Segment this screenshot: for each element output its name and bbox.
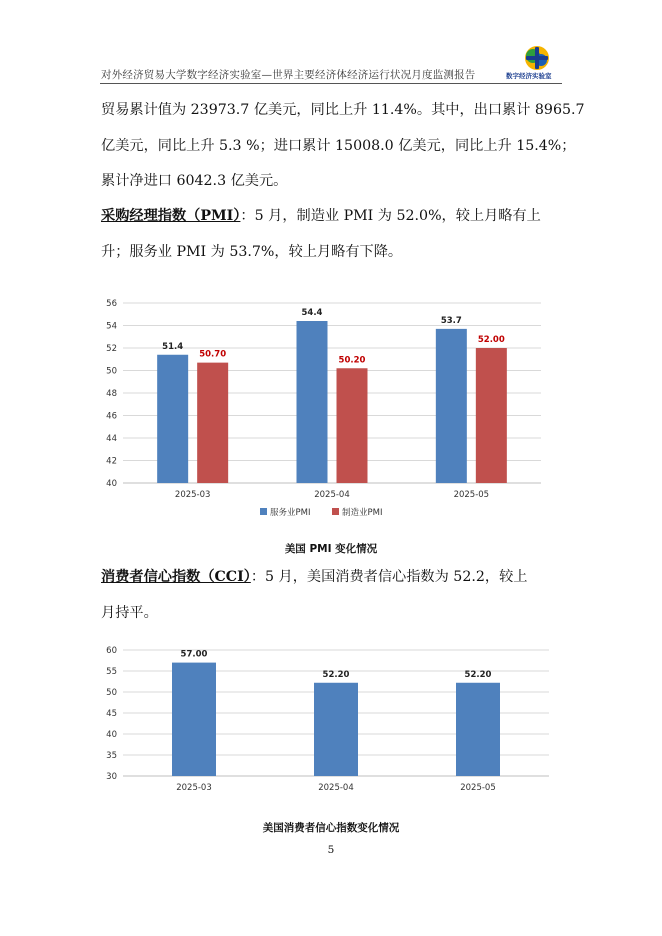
y-tick-label: 55 <box>106 667 117 677</box>
bar <box>337 368 368 483</box>
y-tick-label: 40 <box>106 479 117 489</box>
legend-swatch <box>332 508 339 515</box>
legend-label: 制造业PMI <box>342 508 383 518</box>
bar <box>297 321 328 483</box>
pmi-line-1 <box>101 199 566 235</box>
data-label: 52.00 <box>477 335 505 345</box>
pmi-heading: 采购经理指数（PMI） <box>101 208 241 224</box>
y-tick-label: 46 <box>106 411 117 422</box>
data-label: 57.00 <box>180 649 208 660</box>
lab-logo-text: 数字经济实验室 <box>506 72 552 80</box>
cci-chart <box>95 638 555 807</box>
x-tick-label: 2025-05 <box>453 490 490 500</box>
x-tick-label: 2025-03 <box>174 490 211 500</box>
cci-heading: 消费者信心指数（CCI） <box>101 569 251 585</box>
data-label: 50.20 <box>338 355 366 366</box>
trade-paragraph <box>101 93 585 200</box>
header-divider <box>100 83 562 84</box>
y-tick-label: 48 <box>106 389 117 399</box>
bar <box>476 348 507 483</box>
data-label: 52.20 <box>322 669 350 680</box>
data-label: 52.20 <box>464 669 492 680</box>
cci-line-1 <box>101 560 566 596</box>
x-tick-label: 2025-05 <box>460 783 496 793</box>
trade-line-2: 亿美元，同比上升 5.3 %；进口累计 15008.0 亿美元，同比上升 15.4%； <box>101 137 576 154</box>
y-tick-label: 52 <box>106 344 117 354</box>
pmi-chart <box>95 290 555 534</box>
data-label: 53.7 <box>440 315 462 326</box>
data-label: 50.70 <box>199 349 227 360</box>
page-number: 5 <box>327 844 335 856</box>
y-tick-label: 60 <box>106 646 117 656</box>
cci-line-1-text: ：5 月，美国消费者信心指数为 52.2，较上 <box>250 569 528 585</box>
y-tick-label: 44 <box>106 434 117 444</box>
x-tick-label: 2025-03 <box>176 783 212 793</box>
bar <box>456 683 500 776</box>
cci-chart-caption: 美国消费者信心指数变化情况 <box>262 822 400 834</box>
y-tick-label: 45 <box>106 709 117 719</box>
pmi-line-1-text: ：5 月，制造业 PMI 为 52.0%，较上月略有上 <box>240 208 541 224</box>
data-label: 51.4 <box>162 341 184 352</box>
trade-line-3: 累计净进口 6042.3 亿美元。 <box>101 173 288 189</box>
pmi-chart-svg <box>95 290 555 530</box>
legend-label: 服务业PMI <box>270 508 311 518</box>
y-tick-label: 50 <box>106 366 117 377</box>
y-tick-label: 56 <box>106 299 117 309</box>
y-tick-label: 30 <box>106 772 117 782</box>
x-tick-label: 2025-04 <box>318 783 354 793</box>
trade-line-1: 贸易累计值为 23973.7 亿美元，同比上升 11.4%。其中，出口累计 8965.7 <box>101 102 585 118</box>
y-tick-label: 40 <box>106 730 117 740</box>
y-tick-label: 54 <box>106 321 117 332</box>
cci-line-2: 月持平。 <box>101 604 158 621</box>
bar <box>314 683 358 776</box>
report-header-title: 对外经济贸易大学数字经济实验室—世界主要经济体经济运行状况月度监测报告 <box>101 69 476 81</box>
y-tick-label: 35 <box>106 751 117 761</box>
legend-swatch <box>260 508 267 515</box>
pmi-line-2: 升；服务业 PMI 为 53.7%，较上月略有下降。 <box>101 243 403 260</box>
bar <box>172 663 216 776</box>
cci-paragraph <box>101 560 566 631</box>
pmi-paragraph <box>101 199 566 270</box>
x-tick-label: 2025-04 <box>314 490 350 500</box>
y-tick-label: 42 <box>106 456 117 467</box>
cci-chart-svg <box>95 638 555 803</box>
pmi-chart-caption: 美国 PMI 变化情况 <box>284 543 378 555</box>
y-tick-label: 50 <box>106 688 117 698</box>
bar <box>157 355 188 483</box>
bar <box>197 363 228 483</box>
data-label: 54.4 <box>301 308 323 318</box>
bar <box>436 329 467 483</box>
